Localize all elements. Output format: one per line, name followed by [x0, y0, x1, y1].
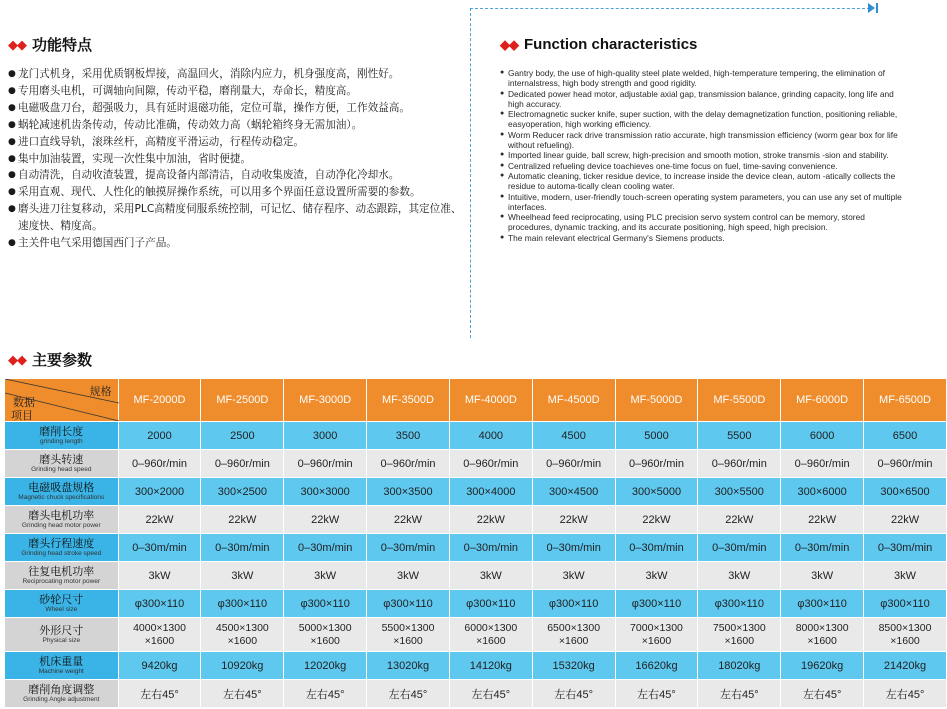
row-label-en: Grinding head motor power [21, 521, 101, 529]
en-feature-item: ● Dedicated power head motor, adjustable axial gap, transmission balance, grinding capacity, long life and high accuracy. [500, 89, 905, 110]
table-cell: 3kW [284, 562, 367, 590]
table-cell: 5000 [615, 422, 698, 450]
row-label-cn: 磨头行程速度 [28, 537, 95, 550]
en-section-title [500, 36, 697, 53]
model-header-cell: MF-4500D [532, 379, 615, 422]
table-cell: 左右45° [367, 680, 450, 708]
row-label-en: Physical size [42, 636, 81, 644]
table-cell: 7500×1300 ×1600 [698, 618, 781, 652]
table-cell: φ300×110 [698, 590, 781, 618]
row-label-cn: 磨头电机功率 [28, 509, 95, 522]
spec-table [4, 378, 947, 708]
table-cell: 22kW [449, 506, 532, 534]
table-header-row [5, 379, 947, 422]
row-label-cn: 磨削角度调整 [28, 683, 95, 696]
diamond-bullets-icon: ◆◆ [500, 37, 518, 53]
table-cell: 2500 [201, 422, 284, 450]
table-cell: 22kW [367, 506, 450, 534]
table-cell: 22kW [864, 506, 947, 534]
table-cell: 3kW [449, 562, 532, 590]
table-cell: 8000×1300 ×1600 [781, 618, 864, 652]
table-cell: φ300×110 [615, 590, 698, 618]
corner-data-label: 数据 [13, 397, 35, 409]
cn-feature-item: ● 采用直观、现代、人性化的触摸屏操作系统，可以用多个界面任意设置所需要的参数。 [8, 184, 463, 201]
row-label-cell [5, 422, 119, 450]
table-corner-cell [5, 379, 119, 422]
table-cell: 0–30m/min [864, 534, 947, 562]
model-header-cell: MF-6500D [864, 379, 947, 422]
en-feature-item: ● Intuitive, modern, user-friendly touch-screen operating system parameters, you can use any set of multiple interfaces. [500, 192, 905, 213]
en-feature-item: ● Electromagnetic sucker knife, super suction, with the delay demagnetization function, positioning reliable, easyoperation, high working efficiency. [500, 109, 905, 130]
table-cell: φ300×110 [367, 590, 450, 618]
cn-feature-item: ● 专用磨头电机，可调轴向间隙，传动平稳，磨削量大，寿命长，精度高。 [8, 83, 463, 100]
table-cell: 3kW [864, 562, 947, 590]
row-label-cell [5, 618, 119, 652]
table-cell: 22kW [698, 506, 781, 534]
table-cell: 5500 [698, 422, 781, 450]
table-cell: 左右45° [118, 680, 201, 708]
table-cell: 22kW [118, 506, 201, 534]
model-header-cell: MF-2500D [201, 379, 284, 422]
row-label-cell [5, 652, 119, 680]
cn-feature-list [8, 66, 463, 252]
table-cell: 18020kg [698, 652, 781, 680]
table-cell: 0–960r/min [698, 450, 781, 478]
table-cell: 300×2000 [118, 478, 201, 506]
table-row [5, 478, 947, 506]
model-header-cell: MF-5500D [698, 379, 781, 422]
row-label-cn: 机床重量 [39, 655, 84, 668]
diamond-bullets-icon: ◆◆ [8, 353, 26, 368]
en-feature-item: ● Imported linear guide, ball screw, high-precision and smooth motion, stroke transmis -sion and stability. [500, 150, 905, 160]
table-cell: φ300×110 [284, 590, 367, 618]
en-feature-item: ● Centralized refueling device toachieves one-time focus on fuel, time-saving convenience. [500, 161, 905, 171]
table-cell: 0–960r/min [615, 450, 698, 478]
cn-feature-item: ● 磨头进刀往复移动，采用PLC高精度伺服系统控制，可记忆、储存程序、动态跟踪，其定位准、速度快、精度高。 [8, 201, 463, 235]
table-cell: 12020kg [284, 652, 367, 680]
table-cell: 左右45° [532, 680, 615, 708]
table-cell: 300×6000 [781, 478, 864, 506]
en-feature-item: ● Gantry body, the use of high-quality steel plate welded, high-temperature tempering, the elimination of internalstress, high body strength and good rigidity. [500, 68, 905, 89]
table-cell: 3kW [615, 562, 698, 590]
table-cell: 9420kg [118, 652, 201, 680]
en-feature-item: ● The main relevant electrical Germany's Siemens products. [500, 233, 905, 243]
row-label-cell [5, 506, 119, 534]
table-cell: 0–960r/min [284, 450, 367, 478]
row-label-cell [5, 562, 119, 590]
table-cell: 4000 [449, 422, 532, 450]
table-cell: 0–30m/min [532, 534, 615, 562]
en-feature-item: ● Wheelhead feed reciprocating, using PLC precision servo system control can be memory, stored procedures, dynamic tracking, and its accurate positioning, high speed, high precision. [500, 212, 905, 233]
table-cell: 0–960r/min [449, 450, 532, 478]
table-row [5, 562, 947, 590]
table-cell: 300×4000 [449, 478, 532, 506]
table-cell: 4500 [532, 422, 615, 450]
row-label-en: Grinding head speed [31, 465, 92, 473]
row-label-en: Machine weight [38, 667, 84, 675]
table-cell: φ300×110 [532, 590, 615, 618]
cn-section-divider [470, 8, 471, 338]
table-cell: 0–30m/min [449, 534, 532, 562]
cn-feature-item: ● 集中加油装置，实现一次性集中加油，省时便捷。 [8, 151, 463, 168]
table-cell: 15320kg [532, 652, 615, 680]
row-label-cell [5, 450, 119, 478]
table-cell: 3kW [781, 562, 864, 590]
table-cell: 0–30m/min [781, 534, 864, 562]
table-cell: φ300×110 [118, 590, 201, 618]
table-cell: 0–960r/min [367, 450, 450, 478]
row-label-cell [5, 590, 119, 618]
row-label-cell [5, 478, 119, 506]
table-cell: 16620kg [615, 652, 698, 680]
table-cell: 14120kg [449, 652, 532, 680]
table-cell: 0–960r/min [532, 450, 615, 478]
cn-feature-item: ● 自动清洗，自动收渣装置，提高设备内部清洁，自动收集废渣，自动净化冷却水。 [8, 167, 463, 184]
table-cell: 10920kg [201, 652, 284, 680]
table-row [5, 450, 947, 478]
table-cell: φ300×110 [781, 590, 864, 618]
cn-feature-item: ● 龙门式机身，采用优质钢板焊接，高温回火，消除内应力，机身强度高，刚性好。 [8, 66, 463, 83]
en-title-text: Function characteristics [524, 36, 698, 53]
table-cell: 左右45° [864, 680, 947, 708]
model-header-cell: MF-3500D [367, 379, 450, 422]
table-cell: 6000 [781, 422, 864, 450]
table-cell: 300×4500 [532, 478, 615, 506]
table-cell: 0–960r/min [781, 450, 864, 478]
table-row [5, 590, 947, 618]
params-title-text: 主要参数 [32, 351, 93, 369]
cn-title-text: 功能特点 [32, 36, 93, 54]
table-cell: 左右45° [698, 680, 781, 708]
table-cell: 6500 [864, 422, 947, 450]
table-cell: 0–30m/min [118, 534, 201, 562]
table-row [5, 618, 947, 652]
table-cell: 22kW [532, 506, 615, 534]
table-cell: 左右45° [201, 680, 284, 708]
table-cell: 0–960r/min [201, 450, 284, 478]
row-label-en: Magnetic chuck specifications [18, 493, 105, 501]
table-row [5, 680, 947, 708]
table-cell: 8500×1300 ×1600 [864, 618, 947, 652]
row-label-cn: 外形尺寸 [39, 624, 84, 637]
table-cell: 0–960r/min [118, 450, 201, 478]
table-cell: 13020kg [367, 652, 450, 680]
table-row [5, 534, 947, 562]
row-label-cell [5, 534, 119, 562]
table-cell: 300×2500 [201, 478, 284, 506]
cn-section-title [8, 34, 92, 55]
row-label-cell [5, 680, 119, 708]
table-cell: 300×3000 [284, 478, 367, 506]
row-label-en: Reciprocating motor power [22, 577, 101, 585]
table-cell: 6000×1300 ×1600 [449, 618, 532, 652]
table-cell: 5000×1300 ×1600 [284, 618, 367, 652]
table-cell: 300×3500 [367, 478, 450, 506]
corner-spec-label: 规格 [89, 386, 112, 398]
model-header-cell: MF-2000D [118, 379, 201, 422]
table-cell: 3kW [201, 562, 284, 590]
cn-feature-item: ● 电磁吸盘刀台，超强吸力，具有延时退磁功能，定位可靠，操作方便，工作效益高。 [8, 100, 463, 117]
table-cell: φ300×110 [864, 590, 947, 618]
table-cell: 19620kg [781, 652, 864, 680]
table-cell: 0–30m/min [284, 534, 367, 562]
table-cell: 左右45° [615, 680, 698, 708]
row-label-en: grinding length [39, 437, 83, 445]
table-cell: 3kW [532, 562, 615, 590]
arrow-bar-icon [876, 3, 878, 13]
table-cell: 22kW [284, 506, 367, 534]
table-cell: φ300×110 [449, 590, 532, 618]
table-cell: 左右45° [449, 680, 532, 708]
row-label-cn: 砂轮尺寸 [39, 593, 84, 606]
table-cell: 22kW [615, 506, 698, 534]
table-cell: 4500×1300 ×1600 [201, 618, 284, 652]
table-cell: 300×5500 [698, 478, 781, 506]
row-label-cn: 磨头转速 [39, 453, 84, 466]
table-cell: 4000×1300 ×1600 [118, 618, 201, 652]
table-cell: 左右45° [284, 680, 367, 708]
table-cell: 2000 [118, 422, 201, 450]
table-cell: 3kW [367, 562, 450, 590]
cn-feature-item: ● 进口直线导轨，滚珠丝杆，高精度平滑运动，行程传动稳定。 [8, 134, 463, 151]
table-cell: 3500 [367, 422, 450, 450]
row-label-cn: 磨削长度 [39, 425, 84, 438]
diamond-bullets-icon: ◆◆ [8, 38, 26, 53]
table-cell: 0–30m/min [698, 534, 781, 562]
table-cell: 7000×1300 ×1600 [615, 618, 698, 652]
params-section-title [8, 349, 92, 370]
en-feature-list [500, 68, 905, 243]
row-label-en: Grinding head stroke speed [21, 549, 102, 557]
en-feature-item: ● Automatic cleaning, ticker residue device, to increase inside the device clean, autom -atically collects the residue to automa-tically clean cooling water. [500, 171, 905, 192]
table-cell: 0–960r/min [864, 450, 947, 478]
table-row [5, 652, 947, 680]
model-header-cell: MF-6000D [781, 379, 864, 422]
table-cell: 3kW [698, 562, 781, 590]
corner-item-label: 项目 [11, 410, 33, 422]
en-feature-item: ● Worm Reducer rack drive transmission ratio accurate, high transmission efficiency (worm gear box for life without refueling). [500, 130, 905, 151]
cn-feature-item: ● 主关件电气采用德国西门子产品。 [8, 235, 463, 252]
table-cell: φ300×110 [201, 590, 284, 618]
row-label-en: Grinding Angle adjustment [23, 695, 100, 703]
model-header-cell: MF-3000D [284, 379, 367, 422]
table-row [5, 422, 947, 450]
table-row [5, 506, 947, 534]
table-cell: 5500×1300 ×1600 [367, 618, 450, 652]
table-cell: 300×5000 [615, 478, 698, 506]
row-label-cn: 往复电机功率 [28, 565, 95, 578]
table-cell: 0–30m/min [367, 534, 450, 562]
table-cell: 0–30m/min [615, 534, 698, 562]
arrow-end-icon [868, 3, 875, 13]
table-cell: 22kW [201, 506, 284, 534]
model-header-cell: MF-5000D [615, 379, 698, 422]
table-cell: 300×6500 [864, 478, 947, 506]
table-cell: 3000 [284, 422, 367, 450]
table-cell: 3kW [118, 562, 201, 590]
table-cell: 22kW [781, 506, 864, 534]
table-cell: 左右45° [781, 680, 864, 708]
table-cell: 0–30m/min [201, 534, 284, 562]
model-header-cell: MF-4000D [449, 379, 532, 422]
row-label-en: Wheel size [45, 605, 78, 613]
table-cell: 21420kg [864, 652, 947, 680]
cn-feature-item: ● 蜗轮减速机齿条传动，传动比准确，传动效力高（蜗轮箱终身无需加油）。 [8, 117, 463, 134]
en-section-top-border [470, 8, 870, 9]
table-cell: 6500×1300 ×1600 [532, 618, 615, 652]
row-label-cn: 电磁吸盘规格 [28, 481, 95, 494]
